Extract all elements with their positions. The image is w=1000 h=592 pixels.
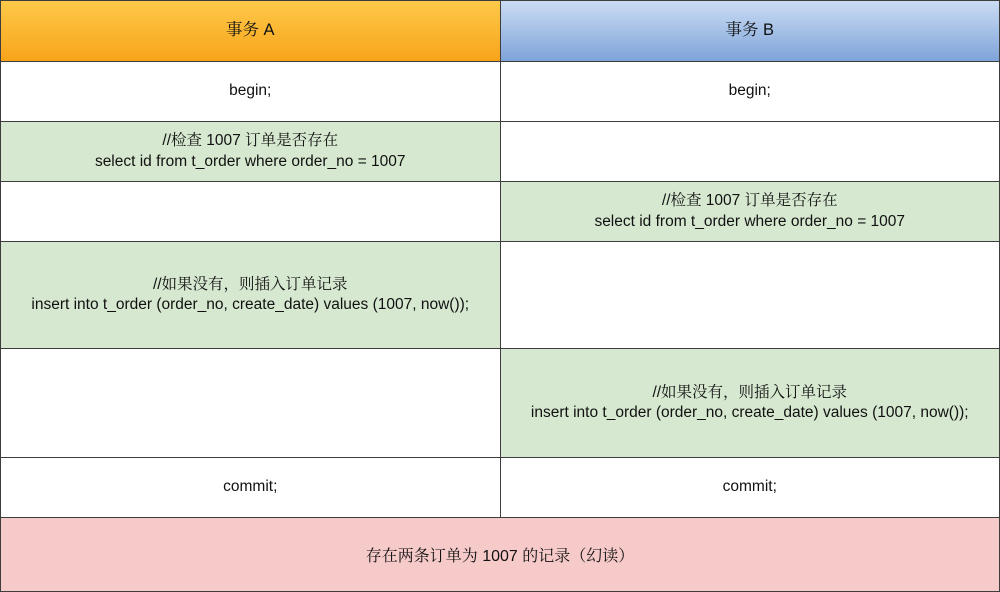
header-transaction-a xyxy=(1,1,501,61)
cell-txa-begin xyxy=(1,62,501,121)
row-insert-txb xyxy=(1,349,999,458)
cell-txb-select xyxy=(501,182,1000,241)
txa-insert-sql: insert into t_order (order_no, create_date) values (1007, now()); xyxy=(31,296,470,313)
txa-select-comment: //检查 1007 订单是否存在 xyxy=(162,132,339,150)
cell-txa-empty-1 xyxy=(1,182,501,241)
row-insert-txa xyxy=(1,242,999,349)
row-select-txa xyxy=(1,122,999,182)
row-commit xyxy=(1,458,999,518)
txa-select-sql: select id from t_order where order_no = 1007 xyxy=(94,152,406,170)
cell-txb-empty-1 xyxy=(501,122,1000,181)
row-result xyxy=(1,518,999,591)
txb-begin-statement: begin; xyxy=(728,82,771,100)
cell-txa-commit xyxy=(1,458,501,517)
phantom-read-result xyxy=(1,518,999,591)
cell-txa-insert xyxy=(1,242,501,348)
header-transaction-a-label: 事务 A xyxy=(225,21,275,40)
row-begin xyxy=(1,62,999,122)
cell-txb-begin xyxy=(501,62,1000,121)
txb-select-sql: select id from t_order where order_no = 1007 xyxy=(594,212,906,230)
cell-txa-select xyxy=(1,122,501,181)
row-select-txb xyxy=(1,182,999,242)
txa-begin-statement: begin; xyxy=(229,82,272,100)
header-row xyxy=(1,1,999,62)
txa-commit-statement: commit; xyxy=(223,478,278,496)
txa-insert-comment: //如果没有，则插入订单记录 xyxy=(152,275,348,293)
txb-insert-comment: //如果没有，则插入订单记录 xyxy=(652,383,848,401)
phantom-read-result-text: 存在两条订单为 1007 的记录（幻读） xyxy=(365,548,635,565)
header-transaction-b-label: 事务 B xyxy=(725,21,775,40)
cell-txb-insert xyxy=(501,349,1000,457)
cell-txb-commit xyxy=(501,458,1000,517)
txb-select-comment: //检查 1007 订单是否存在 xyxy=(661,192,838,210)
txb-insert-sql: insert into t_order (order_no, create_date) values (1007, now()); xyxy=(530,404,969,421)
cell-txb-empty-2 xyxy=(501,242,1000,348)
header-transaction-b xyxy=(501,1,1000,61)
cell-txa-empty-2 xyxy=(1,349,501,457)
txb-commit-statement: commit; xyxy=(722,478,777,496)
